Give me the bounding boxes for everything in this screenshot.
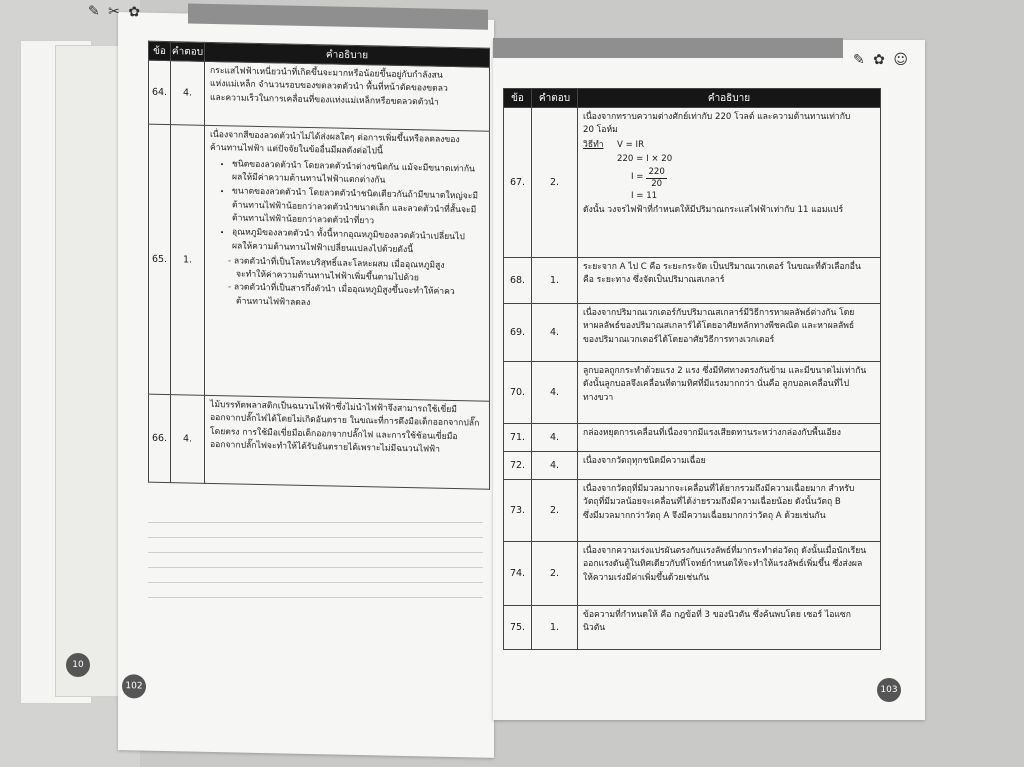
page-number-back: 10: [66, 653, 90, 677]
col-header-answer: คำตอบ: [171, 42, 205, 62]
table-row: [504, 452, 881, 480]
right-page: [493, 40, 925, 720]
row-answer: 4.: [532, 452, 578, 480]
table-row: [149, 60, 490, 131]
page-number-left: 102: [122, 674, 146, 699]
row-no: 74.: [504, 542, 532, 606]
row-explanation: กล่องหยุดการเคลื่อนที่เนื่องจากมีแรงเสียดทานระหว่างกล่องกับพื้นเอียง: [578, 424, 881, 452]
row-no: 75.: [504, 606, 532, 650]
row-no: 64.: [149, 60, 171, 124]
method-label: วิธีทำ: [583, 139, 604, 150]
right-tab-strip: [493, 38, 843, 58]
row-no: 68.: [504, 258, 532, 304]
row-answer: 1.: [532, 606, 578, 650]
table-row: [149, 124, 490, 401]
row-answer: 4.: [171, 395, 205, 484]
col-header-no: ข้อ: [149, 41, 171, 60]
row-explanation: เนื่องจากสีของลวดตัวนำไม่ได้ส่งผลใดๆ ต่อการเพิ่มขึ้นหรือลดลงของ ค้านทานไฟฟ้า แต่ปัจจัยในข้ออื่นมีผลดังต่อไปนี้ • ชนิดของลวดตัวนำ โดยลวดตัวนำต่างชนิดกัน แม้จะมีขนาดเท่ากัน ผลให้มีค่าความต้านทานไฟฟ้าแตกต่างกัน • ขนาดของลวดตัวนำ โดยลวดตัวนำชนิดเดียวกันถ้ามีขนาดใหญ่จะมี ต้านทานไฟฟ้าน้อยกว่าลวดตัวนำขนาดเล็ก และลวดตัวนำที่สั้นจะมี ต้านทานไฟฟ้าน้อยกว่าลวดตัวนำที่ยาว • อุณหภูมิของลวดตัวนำ ทั้งนี้หากอุณหภูมิของลวดตัวนำเปลี่ยนไป ผลให้ความต้านทานไฟฟ้าเปลี่ยนแปลงไปด้วยดังนี้ - ลวดตัวนำที่เป็นโลหะบริสุทธิ์และโลหะผสม เมื่ออุณหภูมิสูง จะทำให้ค่าความต้านทานไฟฟ้าเพิ่มขึ้นตามไปด้วย - ลวดตัวนำที่เป็นสารกึ่งตัวนำ เมื่ออุณหภูมิสูงขึ้นจะทำให้ค่าคว ต้านทานไฟฟ้าลดลง: [205, 125, 490, 401]
row-answer: 4.: [171, 61, 205, 126]
table-row: [149, 394, 490, 489]
row-explanation: เนื่องจากวัตถุทุกชนิดมีความเฉื่อย: [578, 452, 881, 480]
page-number-right: 103: [877, 678, 901, 702]
list-item: • อุณหภูมิของลวดตัวนำ ทั้งนี้หากอุณหภูมิของลวดตัวนำเปลี่ยนไป ผลให้ความต้านทานไฟฟ้าเปลี่ยนแปลงไปด้วยดังนี้: [232, 227, 484, 259]
row-explanation: ลูกบอลถูกกระทำด้วยแรง 2 แรง ซึ่งมีทิศทางตรงกันข้าม และมีขนาดไม่เท่ากัน ดังนั้นลูกบอลจึงเคลื่อนที่ตามทิศที่มีแรงมากกว่า นั่นคือ ลูกบอลเคลื่อนที่ไป ทางขวา: [578, 362, 881, 424]
faint-bleedthrough: [148, 508, 483, 628]
row-answer: 2.: [532, 542, 578, 606]
row-no: 67.: [504, 108, 532, 258]
doodle-icon-right: ✎ ✿ ☺: [853, 52, 910, 68]
col-header-answer: คำตอบ: [532, 89, 578, 108]
list-item: • ขนาดของลวดตัวนำ โดยลวดตัวนำชนิดเดียวกันถ้ามีขนาดใหญ่จะมี ต้านทานไฟฟ้าน้อยกว่าลวดตัวนำขนาดเล็ก และลวดตัวนำที่สั้นจะมี ต้านทานไฟฟ้าน้อยกว่าลวดตัวนำที่ยาว: [232, 186, 484, 231]
row-explanation: ระยะจาก A ไป C คือ ระยะกระจัด เป็นปริมาณเวกเตอร์ ในขณะที่ตัวเลือกอื่น คือ ระยะทาง ซึ่งจัดเป็นปริมาณสเกลาร์: [578, 258, 881, 304]
table-row: [504, 108, 881, 258]
row-no: 65.: [149, 124, 171, 394]
table-row: [504, 304, 881, 362]
left-answer-table: [148, 41, 490, 490]
col-header-explanation: คำอธิบาย: [205, 42, 490, 67]
row-answer: 2.: [532, 480, 578, 542]
row-no: 73.: [504, 480, 532, 542]
row-no: 66.: [149, 394, 171, 482]
book-stack-middle: [55, 45, 122, 697]
left-tab-strip: [188, 3, 488, 29]
row-answer: 4.: [532, 362, 578, 424]
row-explanation: ข้อความที่กำหนดให้ คือ กฎข้อที่ 3 ของนิวตัน ซึ่งค้นพบโดย เซอร์ ไอแซก นิวตัน: [578, 606, 881, 650]
row-explanation: เนื่องจากปริมาณเวกเตอร์กับปริมาณสเกลาร์มีวิธีการหาผลลัพธ์ต่างกัน โดย หาผลลัพธ์ของปริมาณสเกลาร์ได้โดยอาศัยหลักทางพีชคณิต และหาผลลัพธ์ ของปริมาณเวกเตอร์ได้โดยอาศัยวิธีการทางเวกเตอร์: [578, 304, 881, 362]
row-explanation: เนื่องจากความเร่งแปรผันตรงกับแรงลัพธ์ที่มากระทำต่อวัตถุ ดังนั้นเมื่อนักเรียน ออกแรงดันตู้ในทิศเดียวกับที่โจทย์กำหนดให้จะทำให้แรงลัพธ์เพิ่มขึ้น ซึ่งส่งผล ให้ความเร่งมีค่าเพิ่มขึ้นด้วยเช่นกัน: [578, 542, 881, 606]
table-row: [504, 606, 881, 650]
fraction: $\frac{220}{20}$: [648, 167, 665, 189]
row-answer: 2.: [532, 108, 578, 258]
list-item: • ชนิดของลวดตัวนำ โดยลวดตัวนำต่างชนิดกัน แม้จะมีขนาดเท่ากัน ผลให้มีค่าความต้านทานไฟฟ้าแตกต่างกัน: [232, 158, 484, 190]
table-row: [504, 424, 881, 452]
row-answer: 4.: [532, 304, 578, 362]
row-answer: 1.: [171, 125, 205, 396]
table-row: [504, 362, 881, 424]
row-explanation: เนื่องจากทราบความต่างศักย์เท่ากับ 220 โวลต์ และความต้านทานเท่ากับ 20 โอห์ม วิธีทำ V = IR 220 = I × 20 I = $\frac{220}{20}$ I = 11 ดังนั้น วงจรไฟฟ้าที่กำหนดให้มีปริมาณกระแสไฟฟ้าเท่ากับ 11 แอมแปร์: [578, 108, 881, 258]
row-no: 71.: [504, 424, 532, 452]
row-explanation: กระแสไฟฟ้าเหนี่ยวนำที่เกิดขึ้นจะมากหรือน้อยขึ้นอยู่กับกำลังสน แห่งแม่เหล็ก จำนวนรอบของขดลวดตัวนำ พื้นที่หน้าตัดของขดลว และความเร็วในการเคลื่อนที่ของแท่งแม่เหล็กหรือขดลวดตัวนำ: [205, 61, 490, 131]
row-no: 70.: [504, 362, 532, 424]
table-row: [504, 542, 881, 606]
row-answer: 4.: [532, 424, 578, 452]
row-answer: 1.: [532, 258, 578, 304]
row-explanation: เนื่องจากวัตถุที่มีมวลมากจะเคลื่อนที่ได้ยากรวมถึงมีความเฉื่อยมาก สำหรับ วัตถุที่มีมวลน้อยจะเคลื่อนที่ได้ง่ายรวมถึงมีความเฉื่อยน้อย ดังนั้นวัตถุ B ซึ่งมีมวลมากกว่าวัตถุ A จึงมีความเฉื่อยมากกว่าวัตถุ A ด้วยเช่นกัน: [578, 480, 881, 542]
right-answer-table: [503, 88, 881, 650]
row-no: 72.: [504, 452, 532, 480]
col-header-no: ข้อ: [504, 89, 532, 108]
row-no: 69.: [504, 304, 532, 362]
doodle-icon-left: ✎ ✂ ✿: [88, 3, 143, 21]
row-explanation: ไม้บรรทัดพลาสติกเป็นฉนวนไฟฟ้าซึ่งไม่นำไฟฟ้าจึงสามารถใช้เขี่ยมื ออกจากปลั๊กไฟได้โดยไม่เกิดอันตราย ในขณะที่การดึงมือเด็กออกจากปลั๊ก โดยตรง การใช้มือเขี่ยมือเด็กออกจากปลั๊กไฟ และการใช้ช้อนเขี่ยมือ ออกจากปลั๊กไฟจะทำให้ได้รับอันตรายได้เพราะไม่มีฉนวนไฟฟ้า: [205, 395, 490, 489]
col-header-explanation: คำอธิบาย: [578, 89, 881, 108]
left-page: [88, 3, 494, 758]
table-row: [504, 258, 881, 304]
table-row: [504, 480, 881, 542]
